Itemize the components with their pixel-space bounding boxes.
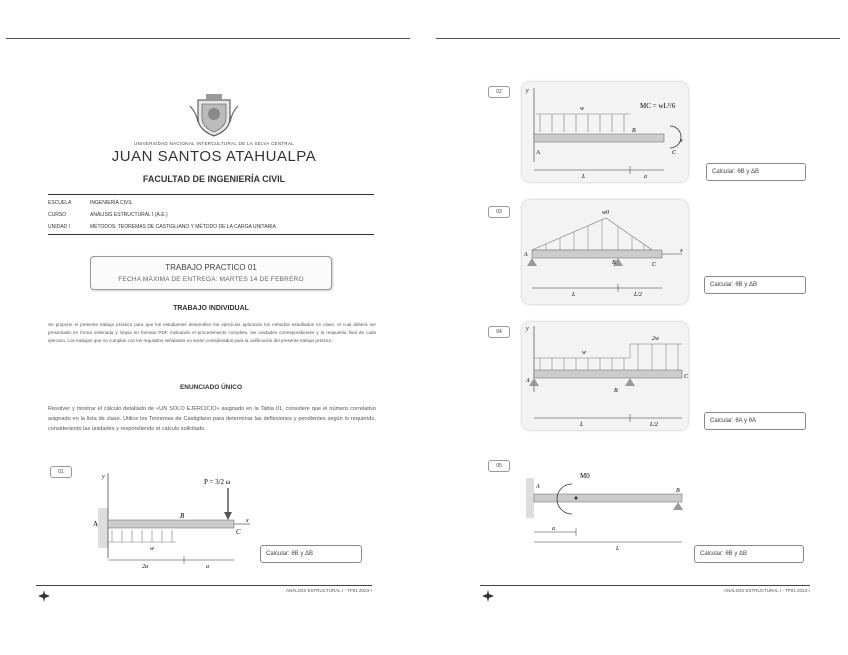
- right-page: [424, 0, 848, 655]
- calc-box-01: Calcular: θB y ΔB: [260, 545, 362, 563]
- label-x-02: x: [680, 138, 683, 144]
- problem-number-01: 01: [50, 466, 72, 478]
- label-L2-04: L/2: [650, 422, 659, 428]
- beam-diagram-04: [522, 322, 688, 430]
- calc-box-04: Calcular: θA y θA: [704, 412, 806, 430]
- label-a-02: a: [644, 174, 647, 180]
- label-L-05: L: [616, 546, 620, 552]
- label-C: C: [236, 528, 241, 536]
- problem-01-diagram: [90, 468, 254, 572]
- label-a-05: a: [552, 526, 555, 532]
- assignment-box: [90, 256, 332, 290]
- university-name: JUAN SANTOS ATAHUALPA: [111, 148, 317, 165]
- problem-number-02: 02: [488, 86, 510, 98]
- load-label-03: w0: [602, 210, 610, 216]
- calc-box-02: Calcular: θB y ΔB: [706, 163, 806, 181]
- label-w-04: w: [582, 350, 587, 356]
- label-B-03: B: [612, 260, 616, 266]
- intro-paragraph: Se propone el presente trabajo práctico para que los estudiantes desarrollen los ejercicios aplicando los métodos estudiados en clase, el cual deberá ser presentado en forma ordenada y limpia en formato PDF, indicando el procedimiento completo, las unidades correspondientes y la respuesta final de cada ejercicio. Los trabajos que no cumplan con los requisitos señalados no serán considerados para la calificación del presente trabajo práctico.: [48, 322, 376, 344]
- label-A: A: [93, 520, 99, 528]
- label-y-02: y: [526, 88, 529, 94]
- dim-2a: 2a: [142, 564, 148, 570]
- university-subtitle: UNIVERSIDAD NACIONAL INTERCULTURAL DE LA SELVA CENTRAL: [133, 141, 295, 146]
- label-A-04: A: [526, 378, 530, 384]
- label-L-03: L: [572, 292, 576, 298]
- info-row-school: ESCUELA INGENIERÍA CIVIL: [48, 200, 133, 206]
- label-x-03: x: [680, 248, 683, 254]
- problem-02-diagram: [522, 82, 688, 182]
- label-B-02: B: [632, 128, 636, 134]
- info-row-unit: UNIDAD I MÉTODOS: TEOREMAS DE CASTIGLIANO Y MÉTODO DE LA CARGA UNITARIA: [48, 224, 276, 230]
- label-C-02: C: [672, 150, 677, 156]
- assignment-deadline: FECHA MÁXIMA DE ENTREGA: MARTES 14 DE FEBRERO: [118, 276, 304, 283]
- assignment-title: TRABAJO PRACTICO 01: [165, 263, 257, 272]
- load-right-04: 2w: [652, 336, 660, 342]
- label-C-03: C: [652, 262, 657, 268]
- problem-04-diagram: [522, 322, 688, 430]
- load-label: P = 3/2 ω: [204, 478, 231, 486]
- label-y: y: [102, 474, 105, 480]
- left-footer-rule: [36, 585, 372, 586]
- beam-diagram-02: [522, 82, 688, 182]
- university-emblem-icon: [188, 92, 240, 138]
- calc-box-03: Calcular: θB y ΔB: [704, 276, 806, 294]
- moment-label-05: M0: [580, 472, 590, 480]
- label-w: w: [150, 546, 155, 552]
- label-L-02: L: [582, 174, 586, 180]
- right-footer-rule: [480, 585, 810, 586]
- problem-number-04: 04: [488, 326, 510, 338]
- problem-number-03: 03: [488, 206, 510, 218]
- label-w-02: w: [580, 106, 585, 112]
- problem-03-diagram: [522, 200, 688, 304]
- problem-number-05: 05: [488, 460, 510, 472]
- label-A-03: A: [524, 252, 528, 258]
- dim-a: a: [206, 564, 209, 570]
- left-footer-text: ANÁLISIS ESTRUCTURAL I - TP01 2023-I: [286, 588, 372, 593]
- calc-box-05: Calcular: θB y ΔB: [694, 545, 804, 563]
- label-B: B: [180, 512, 185, 520]
- label-C-04: C: [684, 374, 688, 380]
- label-x: x: [246, 518, 249, 524]
- beam-diagram-05: [520, 462, 696, 572]
- footer-logo-icon: [38, 590, 50, 602]
- info-row-course: CURSO ANÁLISIS ESTRUCTURAL I (A.E.): [48, 212, 168, 218]
- statement-paragraph: Resolver y mostrar el cálculo detallado de «UN SOLO EJERCICIO» asignado en la Tabla 01, considere que el número correlativo asignado en la lista de clase. Utilice los Teoremas de Castigliano para determinar las deflexiones y pendientes según lo requerido, considerando las unidades y respondiendo el cálculo solicitado.: [48, 406, 376, 432]
- moment-label-02: MC = wL²/6: [640, 102, 676, 110]
- right-footer-text: ANÁLISIS ESTRUCTURAL I - TP01 2023-I: [724, 588, 810, 593]
- beam-diagram-01: [90, 468, 254, 572]
- label-y-04: y: [526, 326, 529, 332]
- faculty-name: FACULTAD DE INGENIERÍA CIVIL: [142, 174, 286, 184]
- info-bottom-rule: [48, 234, 374, 235]
- label-B-04: B: [614, 388, 618, 394]
- problem-05-diagram: [520, 462, 696, 572]
- footer-logo-icon-right: [482, 590, 494, 602]
- label-A-02: A: [536, 150, 541, 156]
- info-top-rule: [48, 194, 374, 195]
- label-B-05: B: [676, 488, 680, 494]
- label-L2-03: L/2: [634, 292, 643, 298]
- statement-title: ENUNCIADO ÚNICO: [179, 384, 243, 391]
- label-A-05: A: [536, 484, 540, 490]
- label-L-04: L: [580, 422, 584, 428]
- beam-diagram-03: [522, 200, 688, 304]
- individual-work-title: TRABAJO INDIVIDUAL: [173, 305, 249, 312]
